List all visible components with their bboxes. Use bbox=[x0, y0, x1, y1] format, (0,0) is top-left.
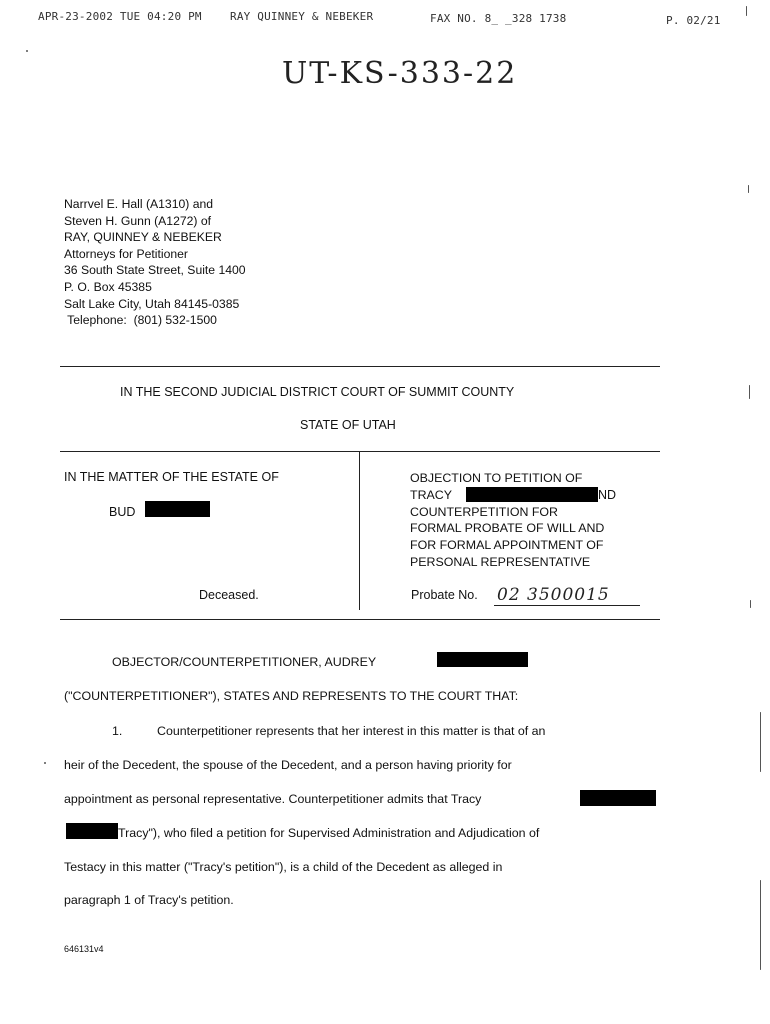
pleading-title-line: FOR FORMAL APPOINTMENT OF bbox=[410, 538, 604, 553]
paragraph-1-line-4: Tracy"), who filed a petition for Supervised Administration and Adjudication of bbox=[118, 826, 540, 840]
scan-mark bbox=[26, 50, 28, 52]
fax-datetime: APR-23-2002 TUE 04:20 PM bbox=[38, 10, 202, 23]
paragraph-number: 1. bbox=[112, 724, 123, 738]
fax-page: P. 02/21 bbox=[666, 14, 721, 27]
pleading-title-line: COUNTERPETITION FOR bbox=[410, 504, 558, 519]
redaction-tracy-surname-3 bbox=[66, 823, 118, 839]
probate-number-underline bbox=[494, 605, 640, 606]
attorney-line: Attorneys for Petitioner bbox=[64, 246, 188, 261]
redaction-decedent-surname bbox=[145, 501, 210, 517]
pleading-title-line: PERSONAL REPRESENTATIVE bbox=[410, 554, 591, 569]
paragraph-1-line-6: paragraph 1 of Tracy's petition. bbox=[64, 893, 234, 907]
paragraph-1-line-3: appointment as personal representative. Counterpetitioner admits that Tracy bbox=[64, 792, 482, 806]
fax-number: FAX NO. 8_ _328 1738 bbox=[430, 12, 567, 25]
scan-mark bbox=[748, 185, 749, 193]
attorney-line: Steven H. Gunn (A1272) of bbox=[64, 213, 212, 228]
court-state: STATE OF UTAH bbox=[300, 418, 396, 432]
caption-top-rule bbox=[60, 451, 660, 452]
scan-mark bbox=[746, 6, 747, 16]
caption-bottom-rule bbox=[60, 619, 660, 620]
probate-number-handwritten: 02 3500015 bbox=[497, 585, 610, 605]
scan-mark bbox=[749, 385, 750, 399]
divider-top bbox=[60, 366, 660, 367]
pleading-title-line: OBJECTION TO PETITION OF bbox=[410, 471, 583, 485]
caption-divider bbox=[359, 452, 360, 610]
attorney-line: Salt Lake City, Utah 84145-0385 bbox=[64, 296, 240, 311]
scan-mark bbox=[44, 762, 46, 764]
paragraph-1-line-2: heir of the Decedent, the spouse of the Decedent, and a person having priority for bbox=[64, 758, 512, 772]
scan-mark bbox=[760, 880, 761, 970]
intro-line-1: OBJECTOR/COUNTERPETITIONER, AUDREY bbox=[112, 655, 377, 669]
attorney-line: P. O. Box 45385 bbox=[64, 279, 152, 294]
court-name: IN THE SECOND JUDICIAL DISTRICT COURT OF SUMMIT COUNTY bbox=[120, 385, 515, 399]
attorney-line: Telephone: (801) 532-1500 bbox=[64, 313, 217, 328]
paragraph-1-line-5: Testacy in this matter ("Tracy's petition"), is a child of the Decedent as alleged in bbox=[64, 860, 503, 874]
attorney-line: 36 South State Street, Suite 1400 bbox=[64, 263, 246, 278]
handwritten-case-number: UT-KS-333-22 bbox=[282, 56, 518, 91]
scan-mark bbox=[760, 712, 761, 772]
estate-matter: IN THE MATTER OF THE ESTATE OF bbox=[64, 470, 279, 484]
redaction-audrey-surname bbox=[437, 652, 528, 667]
attorney-line: RAY, QUINNEY & NEBEKER bbox=[64, 230, 222, 245]
document-id: 646131v4 bbox=[64, 944, 104, 954]
pleading-title-line: TRACY bbox=[410, 487, 452, 502]
probate-label: Probate No. bbox=[411, 588, 478, 602]
redaction-tracy-surname bbox=[466, 487, 598, 502]
attorney-block bbox=[64, 196, 246, 329]
decedent-first-name: BUD bbox=[109, 505, 136, 519]
redaction-tracy-surname-2 bbox=[580, 790, 656, 806]
scan-mark bbox=[750, 600, 751, 608]
deceased-label: Deceased. bbox=[199, 588, 259, 602]
attorney-line: Narrvel E. Hall (A1310) and bbox=[64, 197, 214, 211]
fax-sender: RAY QUINNEY & NEBEKER bbox=[230, 10, 374, 23]
paragraph-1-line-1: Counterpetitioner represents that her interest in this matter is that of an bbox=[157, 724, 546, 738]
pleading-title bbox=[410, 470, 604, 571]
intro-line-2: ("COUNTERPETITIONER"), STATES AND REPRESENTS TO THE COURT THAT: bbox=[64, 689, 519, 703]
title-fragment-nd: ND bbox=[598, 488, 617, 502]
pleading-title-line: FORMAL PROBATE OF WILL AND bbox=[410, 521, 605, 536]
